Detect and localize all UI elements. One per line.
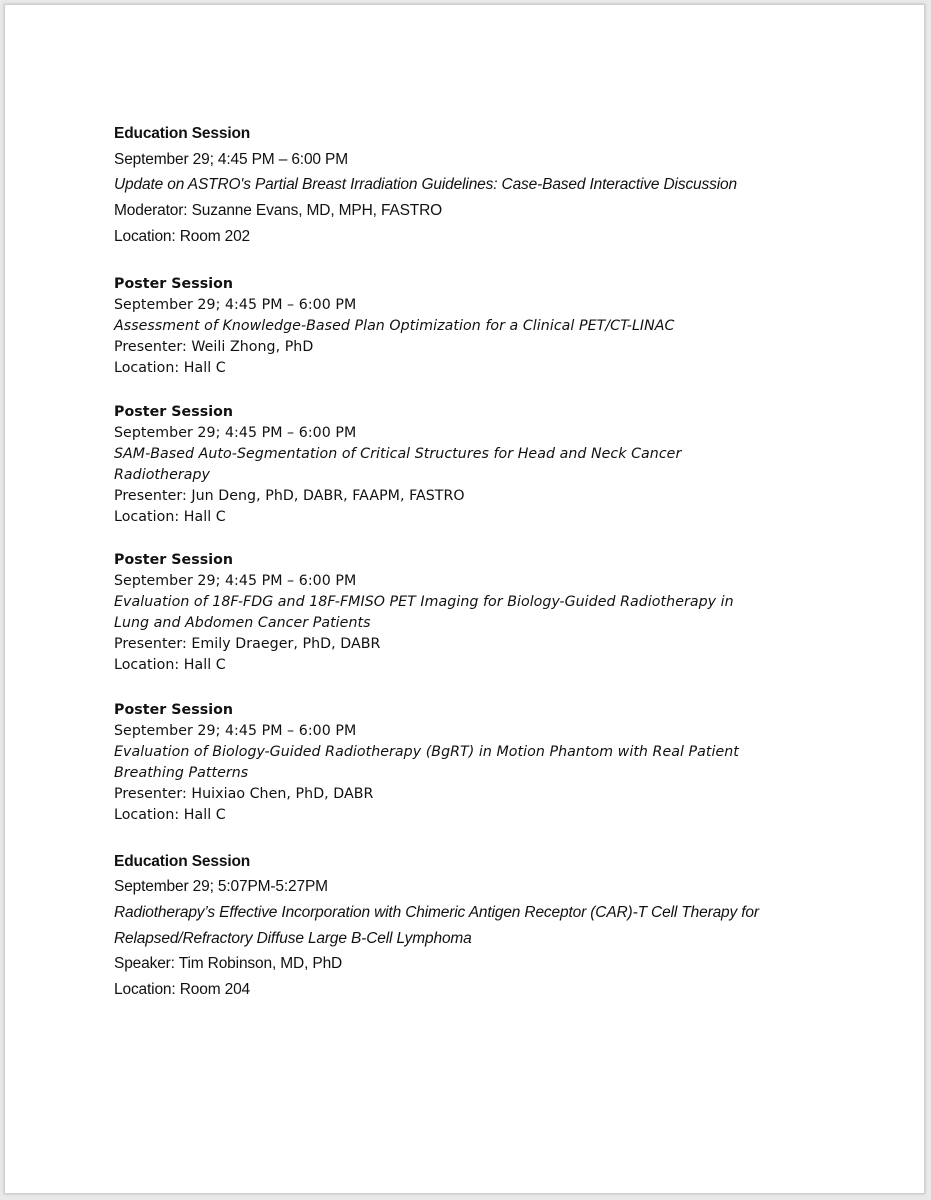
session-presenter: Presenter: Jun Deng, PhD, DABR, FAAPM, FASTRO (114, 487, 465, 504)
session-heading: Poster Session (114, 551, 234, 568)
session-title: Update on ASTRO's Partial Breast Irradiation Guidelines: Case-Based Interactive Discussion (114, 176, 737, 194)
session-location: Location: Hall C (114, 508, 226, 525)
session-poster-sam (114, 402, 904, 528)
session-time: September 29; 4:45 PM – 6:00 PM (114, 572, 357, 589)
session-title: Assessment of Knowledge-Based Plan Optimization for a Clinical PET/CT-LINAC (114, 317, 675, 334)
session-title: Evaluation of 18F-FDG and 18F-FMISO PET Imaging for Biology-Guided Radiotherapy in (114, 593, 734, 610)
session-title-continued: Lung and Abdomen Cancer Patients (114, 614, 371, 631)
session-heading: Education Session (114, 852, 251, 870)
session-heading: Education Session (114, 125, 251, 142)
session-title: SAM-Based Auto-Segmentation of Critical Structures for Head and Neck Cancer (114, 445, 682, 462)
session-location: Location: Room 204 (114, 981, 251, 999)
session-moderator: Moderator: Suzanne Evans, MD, MPH, FASTRO (114, 202, 443, 220)
session-location: Location: Hall C (114, 806, 226, 823)
session-title: Radiotherapy’s Effective Incorporation with Chimeric Antigen Receptor (CAR)-T Cell Therapy for (114, 903, 759, 921)
session-location: Location: Room 202 (114, 227, 251, 245)
session-title-continued: Radiotherapy (114, 466, 210, 483)
session-speaker: Speaker: Tim Robinson, MD, PhD (114, 955, 343, 973)
session-time: September 29; 4:45 PM – 6:00 PM (114, 150, 349, 168)
session-heading: Poster Session (114, 701, 234, 718)
document-page (4, 4, 925, 1194)
session-poster-kbp (114, 274, 904, 379)
session-title: Evaluation of Biology-Guided Radiotherapy (BgRT) in Motion Phantom with Real Patient (114, 743, 739, 760)
session-list (114, 121, 904, 1003)
session-time: September 29; 4:45 PM – 6:00 PM (114, 424, 357, 441)
session-presenter: Presenter: Emily Draeger, PhD, DABR (114, 635, 381, 652)
session-presenter: Presenter: Huixiao Chen, PhD, DABR (114, 785, 374, 802)
session-time: September 29; 4:45 PM – 6:00 PM (114, 722, 357, 739)
session-poster-bgrt (114, 700, 904, 826)
session-title-continued: Relapsed/Refractory Diffuse Large B-Cell Lymphoma (114, 929, 472, 947)
session-time: September 29; 5:07PM-5:27PM (114, 878, 328, 896)
session-location: Location: Hall C (114, 656, 226, 673)
session-presenter: Presenter: Weili Zhong, PhD (114, 338, 314, 355)
session-location: Location: Hall C (114, 359, 226, 376)
session-education-car-t (114, 849, 904, 1003)
session-poster-pet (114, 550, 904, 676)
session-education-pbi (114, 121, 904, 250)
session-heading: Poster Session (114, 275, 234, 292)
session-title-continued: Breathing Patterns (114, 764, 249, 781)
session-time: September 29; 4:45 PM – 6:00 PM (114, 296, 357, 313)
session-heading: Poster Session (114, 403, 234, 420)
